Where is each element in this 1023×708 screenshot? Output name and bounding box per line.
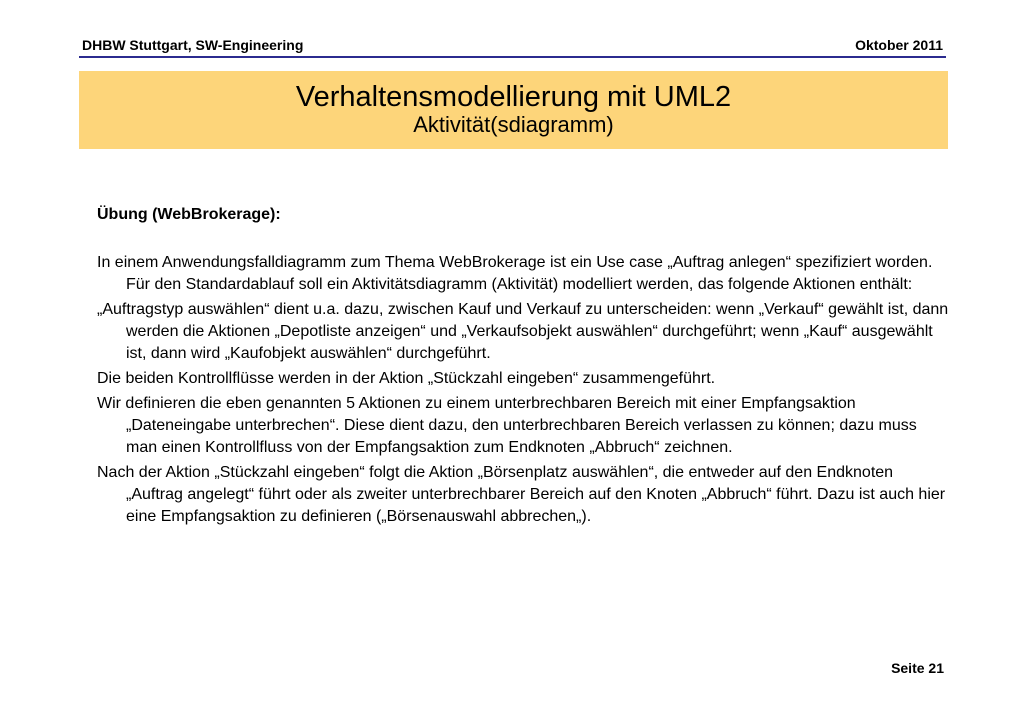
slide-header xyxy=(79,34,946,58)
header-institution: DHBW Stuttgart, SW-Engineering xyxy=(82,37,304,53)
paragraph-4: Wir definieren die eben genannten 5 Aktionen zu einem unterbrechbaren Bereich mit einer Empfangsaktion „Dateneingabe unterbrechen“. Diese dient dazu, den unterbrechbaren Bereich verlassen zu können; dazu muss man einen Kontrollfluss von der Empfangsaktion zum Endknoten „Abbruch“ zeichnen. xyxy=(97,395,917,456)
paragraph-5: Nach der Aktion „Stückzahl eingeben“ folgt die Aktion „Börsenplatz auswählen“, die entweder auf den Endknoten „Auftrag angelegt“ führt oder als zweiter unterbrechbarer Bereich auf den Knoten „Abbruch“ führt. Dazu ist auch hier eine Empfangsaktion zu definieren („Börsenauswahl abbrechen„). xyxy=(97,464,946,525)
page-number: Seite 21 xyxy=(891,660,944,676)
slide-title: Verhaltensmodellierung mit UML2 xyxy=(295,81,732,113)
paragraph-3: Die beiden Kontrollflüsse werden in der Aktion „Stückzahl eingeben“ zusammengeführt. xyxy=(97,370,716,387)
paragraph-1: In einem Anwendungsfalldiagramm zum Thema WebBrokerage ist ein Use case „Auftrag anlegen“ spezifiziert worden. Für den Standardablauf soll ein Aktivitätsdiagramm (Aktivität) modelliert werden, das folgende Aktionen enthält: xyxy=(97,254,933,293)
header-date: Oktober 2011 xyxy=(855,37,943,53)
title-box xyxy=(79,71,948,149)
slide-subtitle: Aktivität(sdiagramm) xyxy=(413,112,614,137)
exercise-heading: Übung (WebBrokerage): xyxy=(97,206,281,223)
slide-content xyxy=(97,204,952,531)
paragraph-2: „Auftragstyp auswählen“ dient u.a. dazu, zwischen Kauf und Verkauf zu unterscheiden: wenn „Verkauf“ gewählt ist, dann werden die Aktionen „Depotliste anzeigen“ und „Verkaufsobjekt auswählen“ durchgeführt; wenn „Kauf“ ausgewählt ist, dann wird „Kaufobjekt auswählen“ durchgeführt. xyxy=(97,301,949,362)
